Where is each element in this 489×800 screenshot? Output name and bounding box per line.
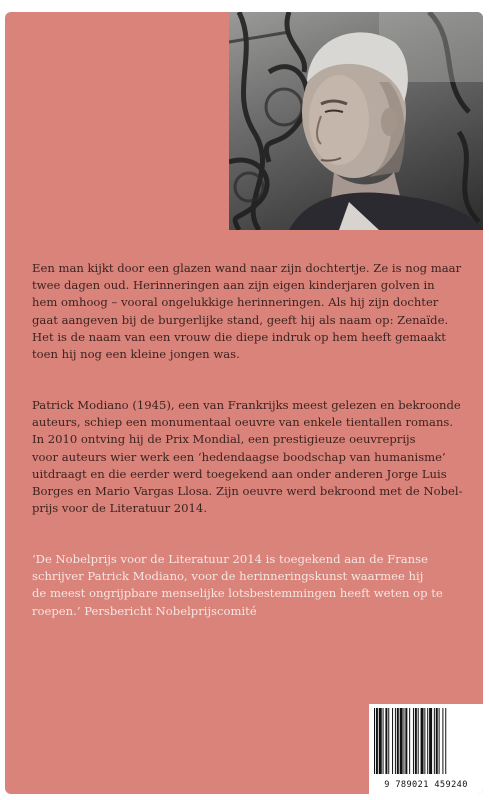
isbn-barcode: [369, 704, 483, 794]
synopsis-line: twee dagen oud. Herinneringen aan zijn eigen kinderjaren golven in: [32, 278, 435, 293]
author-bio-line: prijs voor de Literatuur 2014.: [32, 501, 207, 516]
back-cover: [5, 12, 483, 794]
synopsis-line: gaat aangeven bij de burgerlijke stand, geeft hij als naam op: Zenaïde.: [32, 312, 449, 327]
press-quote-paragraph: [32, 551, 472, 620]
author-bio-line: voor auteurs wier werk een ‘hedendaagse boodschap van humanisme’: [32, 449, 446, 464]
author-bio-line: Borges en Mario Vargas Llosa. Zijn oeuvre werd bekroond met de Nobel-: [32, 484, 463, 499]
press-quote-line: de meest ongrijpbare menselijke lotsbestemmingen heeft weten op te: [32, 586, 443, 601]
author-bio-line: uitdraagt en die eerder werd toegekend aan onder anderen Jorge Luis: [32, 466, 447, 481]
synopsis-line: Een man kijkt door een glazen wand naar zijn dochtertje. Ze is nog maar: [32, 261, 462, 275]
author-photo: [229, 12, 483, 230]
author-bio-line: auteurs, schiep een monumentaal oeuvre van enkele tientallen romans.: [32, 415, 454, 430]
author-bio-line: Patrick Modiano (1945), een van Frankrijks meest gelezen en bekroonde: [32, 398, 461, 412]
synopsis-line: hem omhoog – vooral ongelukkige herinneringen. Als hij zijn dochter: [32, 295, 439, 310]
synopsis-paragraph: [32, 260, 472, 363]
isbn-number: 9 789021 459240: [384, 780, 468, 790]
press-quote-line: ‘De Nobelprijs voor de Literatuur 2014 is toegekend aan de Franse: [32, 552, 428, 566]
author-portrait-image: [229, 12, 483, 230]
synopsis-line: Het is de naam van een vrouw die diepe indruk op hem heeft gemaakt: [32, 329, 446, 344]
author-bio-paragraph: [32, 397, 472, 517]
press-quote-line: roepen.’ Persbericht Nobelprijscomité: [32, 603, 257, 618]
author-bio-line: In 2010 ontving hij de Prix Mondial, een prestigieuze oeuvreprijs: [32, 432, 416, 447]
barcode-bars-icon: [373, 708, 477, 774]
synopsis-line: toen hij nog een kleine jongen was.: [32, 347, 240, 362]
press-quote-line: schrijver Patrick Modiano, voor de herinneringskunst waarmee hij: [32, 569, 424, 584]
